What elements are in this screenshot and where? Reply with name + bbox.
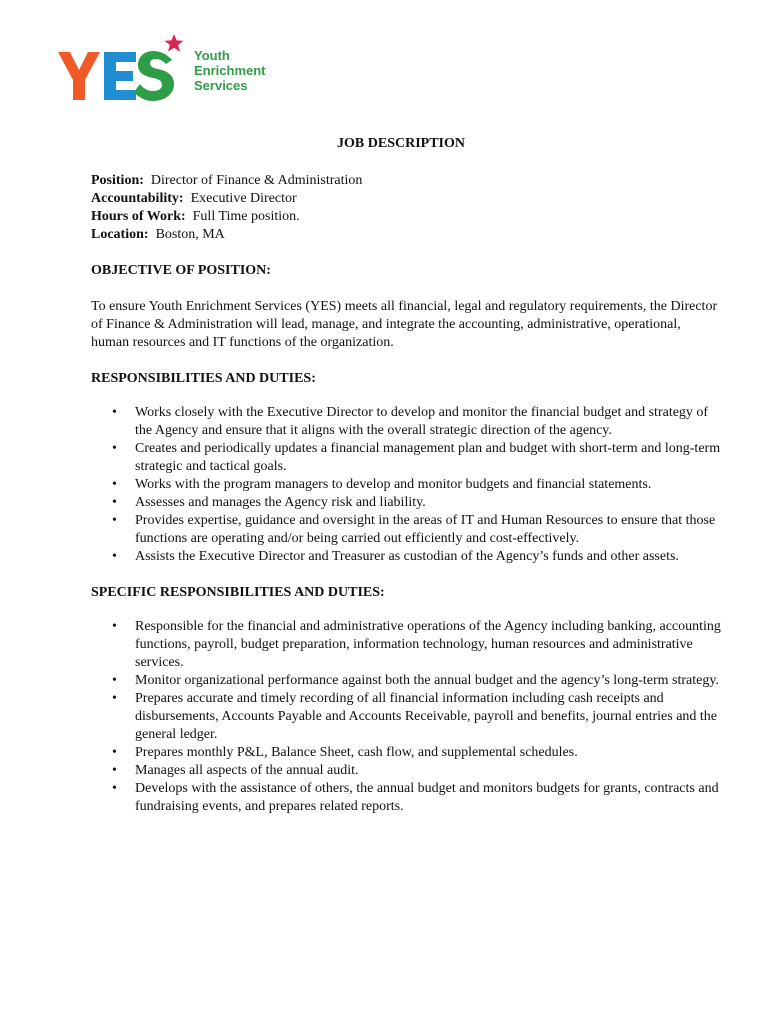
responsibilities-heading: RESPONSIBILITIES AND DUTIES: <box>91 371 316 386</box>
list-item-text: Assesses and manages the Agency risk and liability. <box>135 495 426 510</box>
field-label: Accountability: <box>91 191 184 206</box>
responsibilities-list <box>91 404 721 566</box>
field-hours <box>91 208 721 226</box>
field-label: Hours of Work: <box>91 209 186 224</box>
field-label: Location: <box>91 227 149 242</box>
bullet-dot: • <box>112 441 117 456</box>
list-item <box>91 512 721 548</box>
bullet-dot: • <box>112 405 117 420</box>
list-item-text: Assists the Executive Director and Treasurer as custodian of the Agency’s funds and other assets. <box>135 549 679 564</box>
field-label: Position: <box>91 173 144 188</box>
objective-heading: OBJECTIVE OF POSITION: <box>91 263 271 278</box>
list-item <box>91 440 721 476</box>
bullet-dot: • <box>112 763 117 778</box>
field-value: Director of Finance & Administration <box>150 173 363 188</box>
job-fields <box>91 172 721 244</box>
bullet-dot: • <box>112 495 117 510</box>
bullet-dot: • <box>112 513 117 528</box>
list-item-text: Responsible for the financial and administrative operations of the Agency including banking, accounting functions, payroll, budget preparation, information technology, human resources and administrative services. <box>135 619 721 670</box>
document-title: JOB DESCRIPTION <box>337 136 465 151</box>
list-item-text: Prepares accurate and timely recording of all financial information including cash receipts and disbursements, Accounts Payable and Accounts Receivable, payroll and benefits, journal entries and the general ledger. <box>135 691 718 742</box>
specific-list <box>91 618 721 816</box>
field-value: Full Time position. <box>192 209 300 224</box>
list-item <box>91 548 721 566</box>
list-item <box>91 780 721 816</box>
list-item <box>91 404 721 440</box>
list-item <box>91 762 721 780</box>
list-item <box>91 690 721 744</box>
list-item-text: Creates and periodically updates a financial management plan and budget with short-term and long-term strategic and tactical goals. <box>135 441 721 474</box>
list-item-text: Monitor organizational performance against both the annual budget and the agency’s long-term strategy. <box>135 673 719 688</box>
list-item-text: Develops with the assistance of others, the annual budget and monitors budgets for grants, contracts and fundraising events, and prepares related reports. <box>135 781 719 814</box>
field-position <box>91 172 721 190</box>
document-body <box>91 135 721 816</box>
yes-logo-mark <box>56 30 184 104</box>
list-item <box>91 618 721 672</box>
list-item-text: Works with the program managers to develop and monitor budgets and financial statements. <box>135 477 652 492</box>
field-accountability <box>91 190 721 208</box>
yes-logo <box>56 30 266 104</box>
list-item <box>91 494 721 512</box>
list-item <box>91 744 721 762</box>
specific-heading: SPECIFIC RESPONSIBILITIES AND DUTIES: <box>91 585 385 600</box>
logo-line-youth: Youth <box>194 47 230 63</box>
yes-letters-graphic <box>56 30 184 104</box>
list-item <box>91 672 721 690</box>
field-value: Executive Director <box>190 191 297 206</box>
field-value: Boston, MA <box>155 227 225 242</box>
bullet-dot: • <box>112 745 117 760</box>
yes-logo-tagline <box>194 48 266 93</box>
bullet-dot: • <box>112 549 117 564</box>
field-location <box>91 226 721 244</box>
bullet-dot: • <box>112 673 117 688</box>
list-item-text: Provides expertise, guidance and oversight in the areas of IT and Human Resources to ensure that those functions are operating and/or being carried out efficiently and cost-effectively. <box>135 513 716 546</box>
list-item-text: Works closely with the Executive Director to develop and monitor the financial budget and strategy of the Agency and ensure that it aligns with the overall strategic direction of the agency. <box>135 405 709 438</box>
objective-text: To ensure Youth Enrichment Services (YES) meets all financial, legal and regulatory requirements, the Director of Finance & Administration will lead, manage, and integrate the accounting, administrative, operational, human resources and IT functions of the organization. <box>91 299 718 350</box>
bullet-dot: • <box>112 619 117 634</box>
logo-line-enrichment: Enrichment <box>194 62 266 78</box>
bullet-dot: • <box>112 781 117 796</box>
list-item-text: Manages all aspects of the annual audit. <box>135 763 359 778</box>
logo-line-services: Services <box>194 77 248 93</box>
bullet-dot: • <box>112 477 117 492</box>
list-item <box>91 476 721 494</box>
list-item-text: Prepares monthly P&L, Balance Sheet, cash flow, and supplemental schedules. <box>135 745 578 760</box>
bullet-dot: • <box>112 691 117 706</box>
